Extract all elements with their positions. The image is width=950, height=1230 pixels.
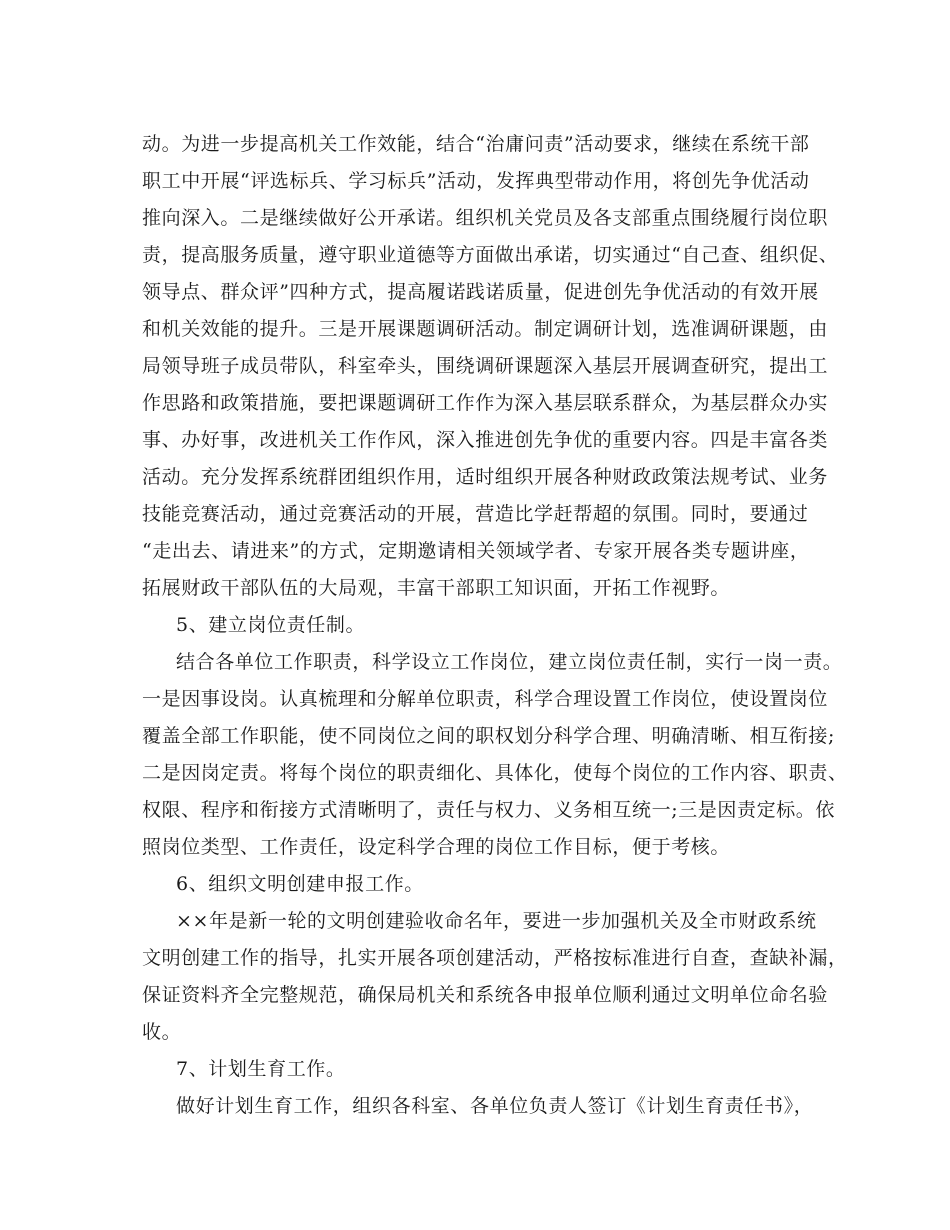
text-line: 活动。充分发挥系统群团组织作用，适时组织开展各种财政政策法规考试、业务 <box>142 466 829 488</box>
text-line: ××年是新一轮的文明创建验收命名年，要进一步加强机关及全市财政系统 <box>176 910 817 932</box>
text-line: 职工中开展“评选标兵、学习标兵”活动，发挥典型带动作用，将创先争优活动 <box>142 170 810 192</box>
text-line: 作思路和政策措施，要把课题调研工作作为深入基层联系群众，为基层群众办实 <box>142 392 829 414</box>
text-line: “走出去、请进来”的方式，定期邀请相关领域学者、专家开展各类专题讲座， <box>142 540 810 562</box>
text-line: 收。 <box>142 1021 182 1043</box>
text-line: 做好计划生育工作，组织各科室、各单位负责人签订《计划生育责任书》， <box>176 1095 814 1117</box>
text-line: 文明创建工作的指导，扎实开展各项创建活动，严格按标准进行自查，查缺补漏， <box>142 947 848 969</box>
text-line: 一是因事设岗。认真梳理和分解单位职责，科学合理设置工作岗位，使设置岗位 <box>142 688 829 710</box>
section-heading: 7、计划生育工作。 <box>176 1058 346 1080</box>
text-line: 结合各单位工作职责，科学设立工作岗位，建立岗位责任制，实行一岗一责。 <box>176 651 843 673</box>
text-line: 覆盖全部工作职能，使不同岗位之间的职权划分科学合理、明确清晰、相互衔接; <box>142 725 836 747</box>
text-line: 权限、程序和衔接方式清晰明了，责任与权力、义务相互统一;三是因责定标。依 <box>142 799 836 821</box>
text-line: 和机关效能的提升。三是开展课题调研活动。制定调研计划，选准调研课题，由 <box>142 318 829 340</box>
text-line: 二是因岗定责。将每个岗位的职责细化、具体化，使每个岗位的工作内容、职责、 <box>142 762 848 784</box>
section-heading: 5、建立岗位责任制。 <box>176 614 366 636</box>
text-line: 拓展财政干部队伍的大局观，丰富干部职工知识面，开拓工作视野。 <box>142 577 731 599</box>
text-line: 技能竞赛活动，通过竞赛活动的开展，营造比学赶帮超的氛围。同时，要通过 <box>142 503 809 525</box>
text-line: 动。为进一步提高机关工作效能，结合“治庸问责”活动要求，继续在系统干部 <box>142 133 810 155</box>
text-line: 推向深入。二是继续做好公开承诺。组织机关党员及各支部重点围绕履行岗位职 <box>142 207 829 229</box>
text-line: 局领导班子成员带队，科室牵头，围绕调研课题深入基层开展调查研究，提出工 <box>142 355 829 377</box>
text-line: 照岗位类型、工作责任，设定科学合理的岗位工作目标，便于考核。 <box>142 836 731 858</box>
text-line: 保证资料齐全完整规范，确保局机关和系统各申报单位顺利通过文明单位命名验 <box>142 984 829 1006</box>
text-line: 事、办好事，改进机关工作作风，深入推进创先争优的重要内容。四是丰富各类 <box>142 429 829 451</box>
section-heading: 6、组织文明创建申报工作。 <box>176 873 424 895</box>
text-line: 责，提高服务质量，遵守职业道德等方面做出承诺，切实通过“自己查、组织促、 <box>142 244 839 266</box>
text-line: 领导点、群众评”四种方式，提高履诺践诺质量，促进创先争优活动的有效开展 <box>142 281 819 303</box>
